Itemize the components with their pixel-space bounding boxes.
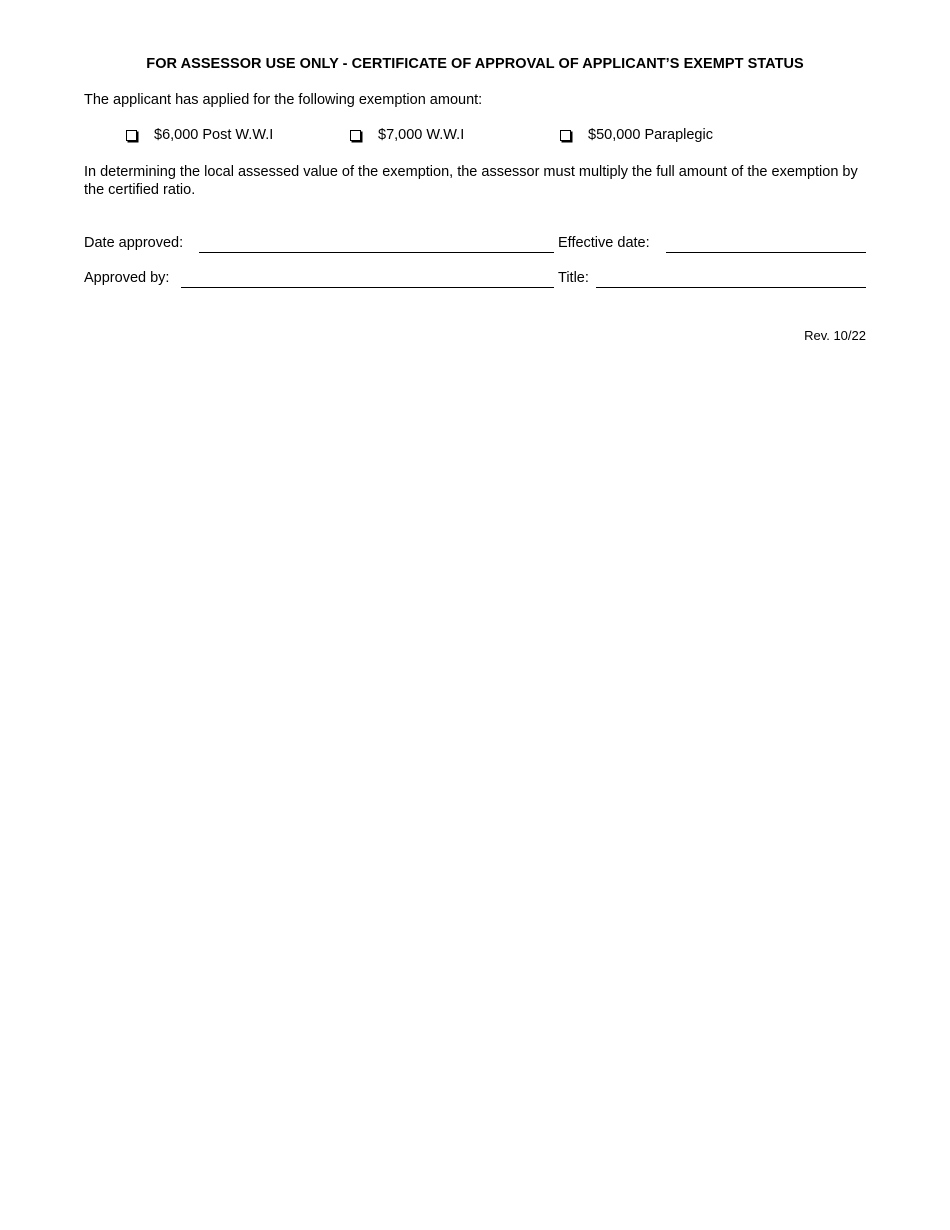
checkbox-icon[interactable]: [560, 130, 571, 141]
exemption-option-label: $50,000 Paraplegic: [588, 127, 713, 143]
checkbox-icon[interactable]: [126, 130, 137, 141]
effective-date-field[interactable]: [666, 252, 866, 253]
approved-by-label: Approved by:: [84, 270, 170, 286]
title-field[interactable]: [596, 287, 866, 288]
certificate-title: FOR ASSESSOR USE ONLY - CERTIFICATE OF APPROVAL OF APPLICANT’S EXEMPT STATUS: [146, 56, 804, 72]
checkbox-icon[interactable]: [350, 130, 361, 141]
exemption-option-label: $7,000 W.W.I: [378, 127, 465, 143]
exemption-option-6000[interactable]: [126, 127, 273, 143]
exemption-option-label: $6,000 Post W.W.I: [154, 127, 274, 143]
certified-ratio-paragraph: In determining the local assessed value of the exemption, the assessor must multiply the full amount of the exemption by the certified ratio.: [84, 164, 858, 198]
date-row: [84, 235, 866, 255]
revision-label: Rev. 10/22: [804, 328, 866, 343]
exemption-options: [84, 127, 866, 147]
exemption-intro-text: The applicant has applied for the following exemption amount:: [84, 92, 483, 108]
exemption-option-7000[interactable]: [350, 127, 464, 143]
approval-row: [84, 270, 866, 290]
title-label: Title:: [558, 270, 589, 286]
effective-date-label: Effective date:: [558, 235, 650, 251]
date-approved-label: Date approved:: [84, 235, 184, 251]
date-approved-field[interactable]: [199, 252, 554, 253]
assessor-certificate-page: [84, 0, 866, 1230]
exemption-option-50000[interactable]: [560, 127, 713, 143]
approved-by-field[interactable]: [181, 287, 554, 288]
